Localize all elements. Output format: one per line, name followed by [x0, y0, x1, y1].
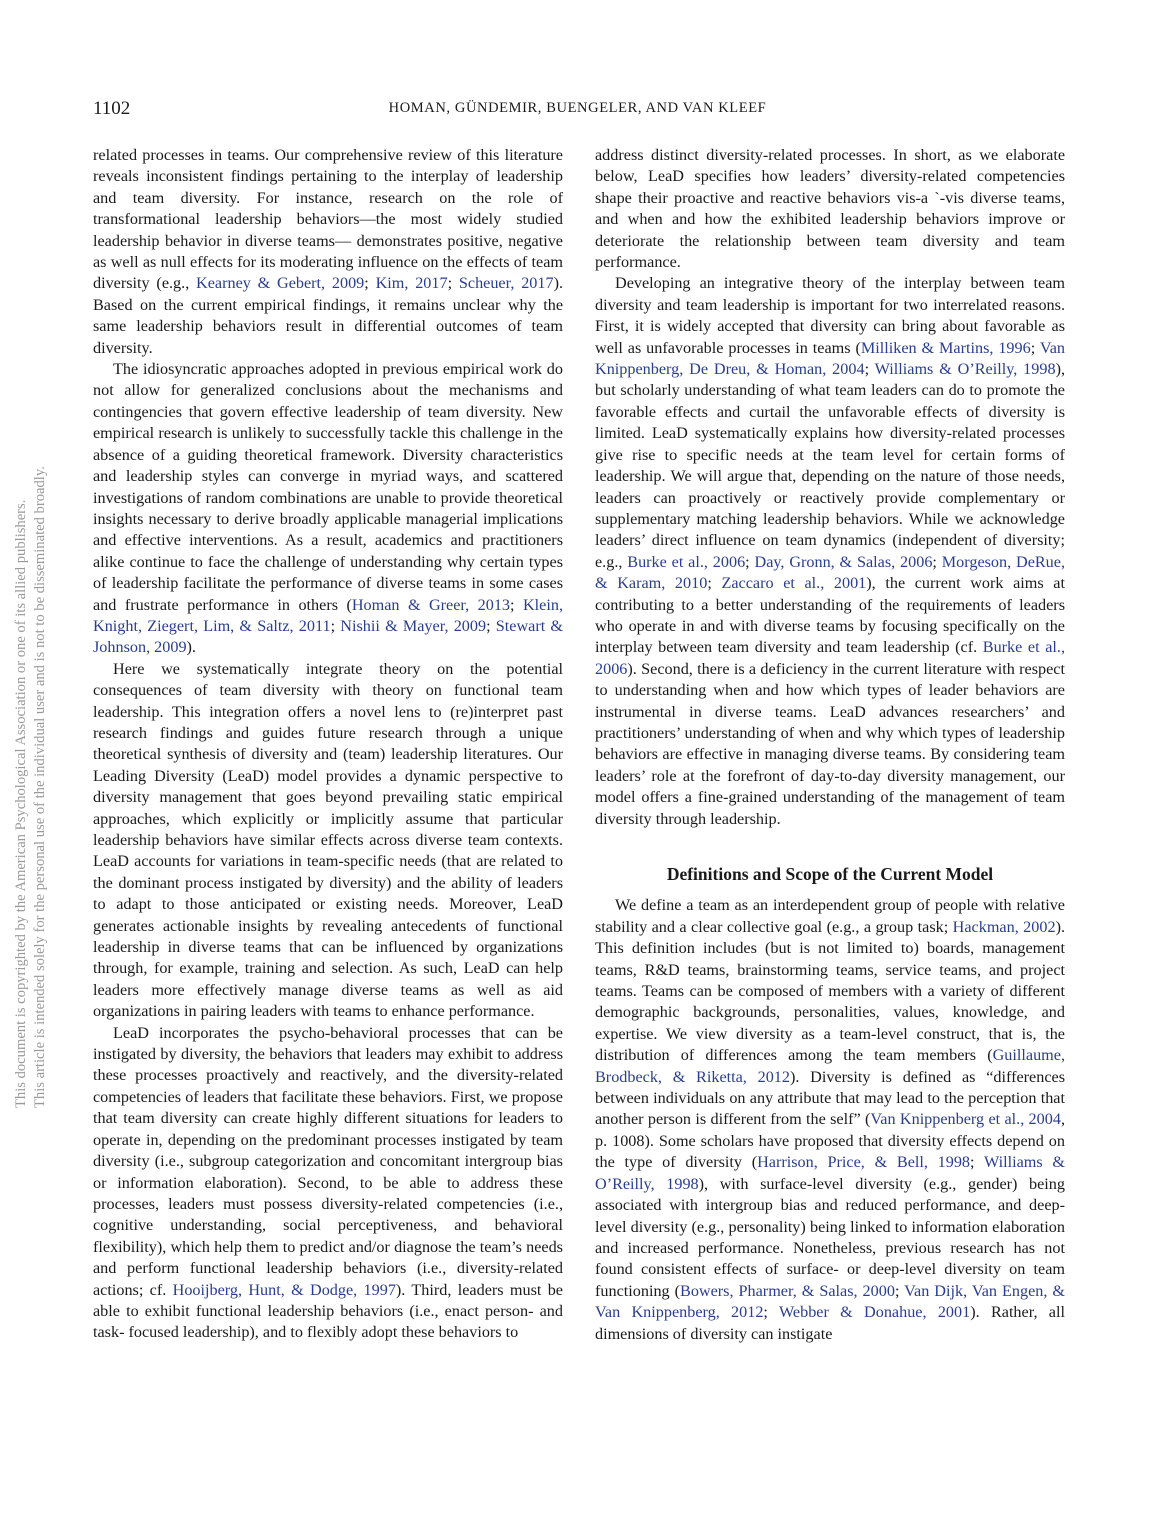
text-run: ; — [330, 616, 341, 635]
text-run: ; — [510, 595, 523, 614]
citation-link[interactable]: Kearney & Gebert, 2009 — [196, 274, 365, 293]
text-run: ; — [763, 1303, 779, 1322]
text-run: ; — [1030, 338, 1040, 357]
paragraph — [93, 1023, 563, 1344]
running-head: HOMAN, GÜNDEMIR, BUENGELER, AND VAN KLEEF — [388, 100, 767, 116]
citation-link[interactable]: Stewart & Johnson, 2009 — [93, 616, 564, 657]
citation-link[interactable]: Williams & O’Reilly, 1998 — [595, 1153, 1066, 1193]
page-number: 1102 — [93, 98, 131, 119]
text-run: ; — [486, 616, 496, 635]
citation-link[interactable]: Burke et al., 2006 — [595, 638, 1065, 678]
text-run: ). Second, there is a deficiency in the current literature with respect to understanding when and how which types of leader behaviors are instrumental in diverse teams. LeaD advances researchers’ and practitioners’ understanding of when and why which types of leadership behaviors are effective in managing diverse teams. By considering team leaders’ role at the forefront of day-to-day diversity management, our model offers a fine-grained understanding of the management of team diversity through leadership. — [595, 659, 1065, 828]
citation-link[interactable]: Morgeson, DeRue, & Karam, 2010 — [595, 552, 1065, 593]
citation-link[interactable]: Klein, Knight, Ziegert, Lim, & Saltz, 2011 — [93, 595, 563, 635]
citation-link[interactable]: Nishii & Mayer, 2009 — [340, 616, 487, 635]
text-run: , p. 1008). Some scholars have proposed that diversity effects depend on the type of diversity ( — [595, 1110, 1065, 1172]
citation-link[interactable]: Harrison, Price, & Bell, 1998 — [757, 1153, 971, 1172]
citation-link[interactable]: Van Knippenberg et al., 2004 — [870, 1110, 1061, 1129]
text-run: Developing an integrative theory of the interplay between team diversity and team leadership is important for two interrelated reasons. First, it is widely accepted that diversity can bring about favorable as well as unfavorable processes in teams ( — [595, 274, 1065, 357]
left-column — [93, 145, 563, 1344]
text-run: Here we systematically integrate theory on the potential consequences of team diversity with theory on functional team leadership. This integration offers a novel lens to (re)interpret past research findings and guides future research through a unique theoretical synthesis of diversity and (team) leadership literatures. Our Leading Diversity (LeaD) model provides a dynamic perspective to diversity management that goes beyond prevailing static empirical approaches, which explicitly or implicitly assume that particular leadership behaviors have similar effects across diverse team contexts. LeaD accounts for variations in team-specific needs (that are related to the dominant process instigated by diversity) and the ability of leaders to adapt to those anticipated or existing needs. Moreover, LeaD generates actionable insights by revealing antecedents of functional leadership in diverse teams that can be influenced by organizations through, for example, training and selection. As such, LeaD can help leaders more effectively manage diverse teams as well as aid organizations in pairing leaders with teams to enhance performance. — [93, 659, 563, 1021]
citation-link[interactable]: Kim, 2017 — [375, 274, 448, 293]
paragraph — [595, 273, 1065, 830]
text-run: ; — [364, 274, 376, 293]
copyright-notice-line-1: This document is copyrighted by the American Psychological Association or one of its allied publishers. — [13, 499, 29, 1108]
text-run: ; — [894, 1281, 905, 1300]
text-run: ; — [447, 274, 459, 293]
section-heading: Definitions and Scope of the Current Model — [666, 864, 994, 884]
text-run: The idiosyncratic approaches adopted in previous empirical work do not allow for generalized conclusions about the mechanisms and contingencies that govern effective leadership of team diversity. New empirical research is unlikely to successfully tackle this challenge in the absence of a guiding theoretical framework. Diversity characteristics and leadership styles can converge in myriad ways, and scattered investigations of random combinations are unable to provide theoretical insights necessary to derive broadly applicable managerial implications and effective interventions. As a result, academics and practitioners alike continue to face the challenge of understanding why certain types of leadership facilitate the performance of diverse teams in some cases and frustrate performance in others ( — [93, 360, 563, 614]
text-run: LeaD incorporates the psycho-behavioral processes that can be instigated by diversity, the behaviors that leaders may exhibit to address these processes proactively and reactively, and the diversity-related competencies of leaders that facilitate these behaviors. First, we propose that team diversity can create highly different situations for leaders to operate in, depending on the predominant processes instigated by team diversity (i.e., subgroup categorization and concomitant intergroup bias or information elaboration). Second, to be able to address these processes, leaders must possess diversity-related competencies (i.e., cognitive understanding, social perceptiveness, and behavioral flexibility), which help them to predict and/or diagnose the team’s needs and perform functional leadership behaviors (i.e., diversity-related actions; cf. — [93, 1023, 563, 1299]
citation-link[interactable]: Day, Gronn, & Salas, 2006 — [754, 552, 933, 571]
copyright-notice — [12, 0, 50, 1108]
right-column — [595, 145, 1065, 1345]
citation-link[interactable]: Burke et al., 2006 — [627, 552, 746, 571]
text-run: We define a team as an interdependent group of people with relative stability and a clear collective goal (e.g., a group task; — [595, 896, 1065, 936]
text-run: ), but scholarly understanding of what team leaders can do to promote the favorable effects and curtail the unfavorable effects of diversity is limited. LeaD systematically explains how diversity-related processes give rise to specific needs at the team level for certain forms of leadership. We will argue that, depending on the nature of those needs, leaders can proactively or reactively provide complementary or supplementary matching leadership behaviors. While we acknowledge leaders’ direct influence on team dynamics (independent of diversity; e.g., — [595, 360, 1065, 571]
text-run: ). — [186, 638, 196, 657]
citation-link[interactable]: Bowers, Pharmer, & Salas, 2000 — [680, 1281, 895, 1300]
text-run: ). Diversity is defined as “differences between individuals on any attribute that may lead to the perception that another person is different from the self” ( — [595, 1067, 1065, 1129]
citation-link[interactable]: Scheuer, 2017 — [458, 274, 554, 293]
copyright-notice-line-2: This article is intended solely for the personal use of the individual user and is not to be disseminated broadly. — [32, 466, 48, 1108]
citation-link[interactable]: Zaccaro et al., 2001 — [721, 574, 867, 593]
citation-link[interactable]: Hackman, 2002 — [952, 917, 1056, 936]
text-run: related processes in teams. Our comprehensive review of this literature reveals inconsistent findings pertaining to the interplay of leadership and team diversity. For instance, research on the role of transformational leadership behaviors—the most widely studied leadership behavior in diverse teams— demonstrates positive, negative as well as null effects for its moderating influence on the effects of team diversity (e.g., — [93, 146, 563, 293]
citation-link[interactable]: Hooijberg, Hunt, & Dodge, 1997 — [172, 1280, 396, 1299]
text-run: ; — [707, 574, 722, 593]
text-run: address distinct diversity-related processes. In short, as we elaborate below, LeaD specifies how leaders’ diversity-related competencies shape their proactive and reactive behaviors vis-a `-vis diverse teams, and when and how the exhibited leadership behaviors improve or deteriorate the relationship between team diversity and team performance. — [595, 146, 1065, 272]
paragraph — [93, 659, 563, 1023]
text-run: ; — [970, 1153, 984, 1172]
paragraph — [93, 145, 563, 359]
text-run: ), with surface-level diversity (e.g., gender) being associated with intergroup bias and reduced performance, and deep-level diversity (e.g., personality) being linked to information elaboration and increased performance. Nonetheless, previous research has not found consistent effects of surface- or deep-level diversity on team functioning ( — [595, 1174, 1065, 1300]
text-run: ; — [864, 360, 875, 379]
paragraph — [595, 145, 1065, 273]
citation-link[interactable]: Guillaume, Brodbeck, & Riketta, 2012 — [595, 1046, 1065, 1086]
paragraph — [93, 359, 563, 659]
paragraph — [595, 895, 1065, 1345]
citation-link[interactable]: Van Knippenberg, De Dreu, & Homan, 2004 — [595, 338, 1065, 379]
text-run: ). This definition includes (but is not limited to) boards, management teams, R&D teams, brainstorming teams, service teams, and project teams. Teams can be composed of members with a variety of different demographic backgrounds, personalities, values, knowledge, and expertise. We view diversity as a team-level construct, that is, the distribution of differences among the team members ( — [595, 917, 1065, 1065]
citation-link[interactable]: Milliken & Martins, 1996 — [860, 338, 1031, 357]
text-run: ). Rather, all dimensions of diversity can instigate — [595, 1303, 1065, 1343]
text-run: ), the current work aims at contributing to a better understanding of the requirements of leaders who operate in and with diverse teams by focusing specifically on the interplay between team diversity and team leadership (cf. — [595, 574, 1065, 657]
text-run: ; — [932, 552, 942, 571]
citation-link[interactable]: Homan & Greer, 2013 — [351, 595, 511, 614]
citation-link[interactable]: Van Dijk, Van Engen, & Van Knippenberg, 2012 — [595, 1281, 1065, 1322]
citation-link[interactable]: Webber & Donahue, 2001 — [778, 1303, 971, 1322]
text-run: ). Third, leaders must be able to exhibit functional leadership behaviors (i.e., enact person- and task- focused leadership), and to flexibly adopt these behaviors to — [93, 1280, 563, 1342]
text-run: ; — [745, 552, 755, 571]
text-run: ). Based on the current empirical findings, it remains unclear why the same leadership behaviors result in differential outcomes of team diversity. — [93, 274, 564, 357]
citation-link[interactable]: Williams & O’Reilly, 1998 — [874, 360, 1056, 379]
